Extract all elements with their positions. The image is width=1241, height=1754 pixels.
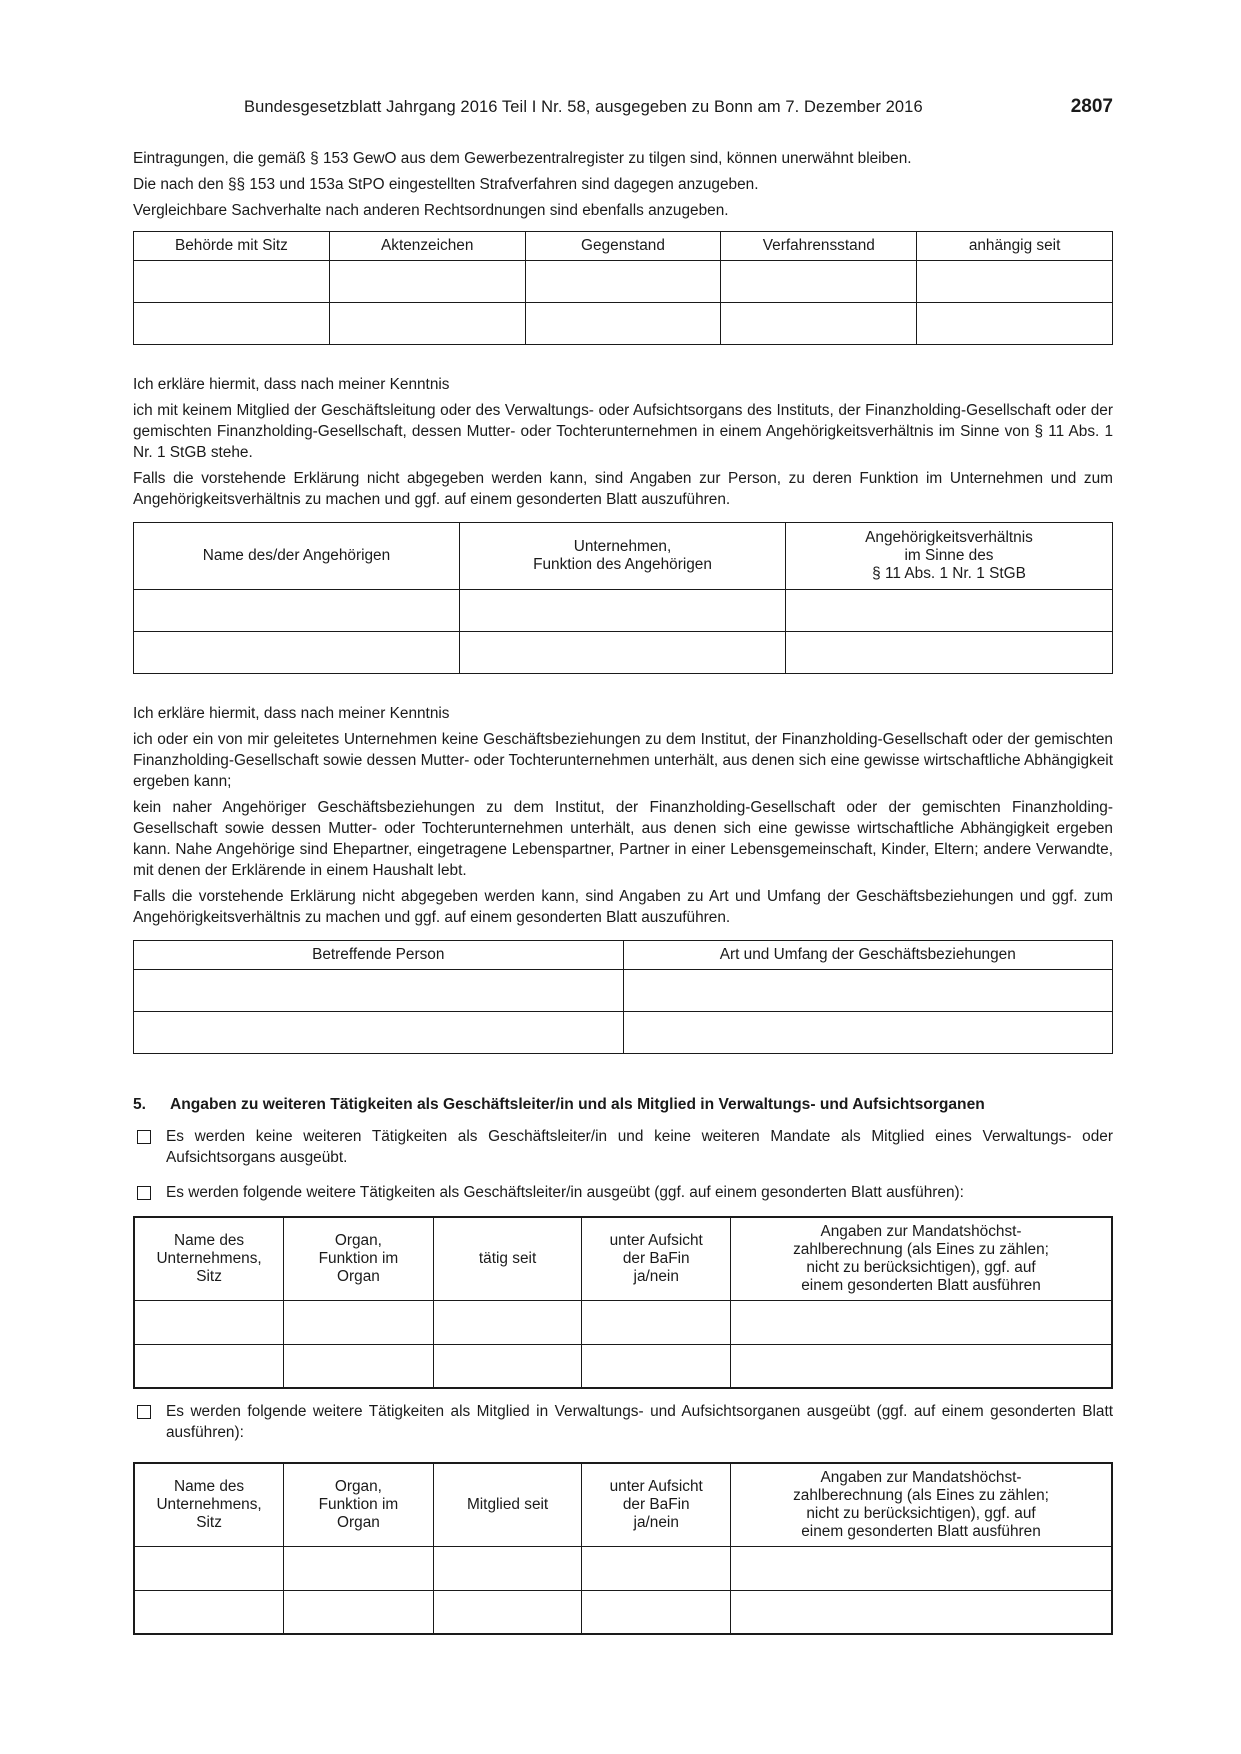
table-cell[interactable]	[134, 261, 330, 303]
table-cell[interactable]	[284, 1590, 434, 1634]
declaration-business	[133, 703, 1113, 928]
table-cell[interactable]	[582, 1300, 731, 1344]
table-cell[interactable]	[582, 1344, 731, 1388]
declaration-body: kein naher Angehöriger Geschäftsbeziehungen zu dem Institut, der Finanzholding-Gesellschaft oder der gemischten Finanzholding-Gesellschaft sowie dessen Mutter- oder Tochterunternehmen unterhält, aus denen sich eine gewisse wirtschaftliche Abhängigkeit ergeben kann. Nahe Angehörige sind Ehepartner, eingetragene Lebenspartner, Partner in einer Lebensgemeinschaft, Kinder, Eltern; andere Verwandte, mit denen der Erklärende in einem Haushalt lebt.	[133, 799, 1113, 879]
table-cell[interactable]	[623, 1012, 1113, 1054]
checkbox[interactable]	[137, 1130, 151, 1144]
table-cell[interactable]	[731, 1300, 1112, 1344]
option-board-activities	[133, 1401, 1113, 1443]
page-number: 2807	[1070, 96, 1113, 117]
option-manager-activities	[133, 1182, 1113, 1203]
document-page	[133, 98, 1113, 1635]
table-cell[interactable]	[329, 261, 525, 303]
header-title: Bundesgesetzblatt Jahrgang 2016 Teil I Nr. 58, ausgegeben zu Bonn am 7. Dezember 2016	[244, 98, 923, 116]
table-cell[interactable]	[786, 632, 1113, 674]
section-number: 5.	[133, 1096, 147, 1113]
declaration-fallback: Falls die vorstehende Erklärung nicht abgegeben werden kann, sind Angaben zu Art und Umfang der Geschäftsbeziehungen und ggf. zum Angehörigkeitsverhältnis zu machen und ggf. auf einem gesonderten Blatt auszuführen.	[133, 888, 1113, 926]
table-cell[interactable]	[134, 632, 460, 674]
table-header: Name des Unternehmens, Sitz	[134, 1463, 284, 1546]
table-header: Angaben zur Mandatshöchst- zahlberechnung (als Eines zu zählen; nicht zu berücksichtigen), ggf. auf einem gesonderten Blatt ausführen	[731, 1217, 1112, 1300]
table-cell[interactable]	[433, 1590, 582, 1634]
table-cell[interactable]	[525, 261, 721, 303]
table-header: unter Aufsicht der BaFin ja/nein	[582, 1217, 731, 1300]
table-row	[134, 261, 1113, 303]
checkbox-label: Es werden folgende weitere Tätigkeiten als Geschäftsleiter/in ausgeübt (ggf. auf einem gesonderten Blatt ausführen):	[166, 1184, 964, 1201]
intro-text	[133, 148, 1113, 221]
table-cell[interactable]	[433, 1300, 582, 1344]
table-header: Name des Unternehmens, Sitz	[134, 1217, 284, 1300]
table-cell[interactable]	[284, 1546, 434, 1590]
manager-activities-table	[133, 1216, 1113, 1389]
declaration-lead: Ich erkläre hiermit, dass nach meiner Kenntnis	[133, 705, 450, 722]
section-title: Angaben zu weiteren Tätigkeiten als Geschäftsleiter/in und als Mitglied in Verwaltungs- und Aufsichtsorganen	[170, 1096, 985, 1113]
table-row	[134, 1300, 1112, 1344]
table-cell[interactable]	[721, 261, 917, 303]
checkbox[interactable]	[137, 1186, 151, 1200]
table-header: Aktenzeichen	[329, 232, 525, 261]
table-cell[interactable]	[731, 1344, 1112, 1388]
option-no-activities	[133, 1126, 1113, 1168]
table-cell[interactable]	[284, 1300, 434, 1344]
table-cell[interactable]	[134, 1546, 284, 1590]
table-cell[interactable]	[582, 1590, 731, 1634]
declaration-fallback: Falls die vorstehende Erklärung nicht abgegeben werden kann, sind Angaben zur Person, zu deren Funktion im Unternehmen und zum Angehörigkeitsverhältnis zu machen und ggf. auf einem gesonderten Blatt auszuführen.	[133, 470, 1113, 508]
table-header: Behörde mit Sitz	[134, 232, 330, 261]
table-row	[134, 1344, 1112, 1388]
table-cell[interactable]	[134, 303, 330, 345]
table-header: anhängig seit	[917, 232, 1113, 261]
declaration-lead: Ich erkläre hiermit, dass nach meiner Kenntnis	[133, 376, 450, 393]
table-cell[interactable]	[134, 970, 624, 1012]
checkbox-label: Es werden keine weiteren Tätigkeiten als Geschäftsleiter/in und keine weiteren Mandate als Mitglied eines Verwaltungs- oder Aufsichtsorgans ausgeübt.	[166, 1128, 1113, 1166]
table-cell[interactable]	[134, 590, 460, 632]
table-cell[interactable]	[329, 303, 525, 345]
declaration-relatives	[133, 374, 1113, 510]
table-cell[interactable]	[433, 1546, 582, 1590]
table-header: Mitglied seit	[433, 1463, 582, 1546]
table-cell[interactable]	[582, 1546, 731, 1590]
table-cell[interactable]	[623, 970, 1113, 1012]
table-cell[interactable]	[786, 590, 1113, 632]
intro-line-1: Eintragungen, die gemäß § 153 GewO aus dem Gewerbezentralregister zu tilgen sind, können unerwähnt bleiben.	[133, 150, 912, 167]
table-header: Verfahrensstand	[721, 232, 917, 261]
table-row	[134, 1546, 1112, 1590]
checkbox[interactable]	[137, 1405, 151, 1419]
table-header: unter Aufsicht der BaFin ja/nein	[582, 1463, 731, 1546]
table-cell[interactable]	[433, 1344, 582, 1388]
table-row	[134, 590, 1113, 632]
table-header: Gegenstand	[525, 232, 721, 261]
table-header: Organ, Funktion im Organ	[284, 1463, 434, 1546]
table-cell[interactable]	[917, 261, 1113, 303]
table-cell[interactable]	[731, 1590, 1112, 1634]
board-activities-table	[133, 1462, 1113, 1635]
section-heading	[133, 1096, 1113, 1114]
table-header: Organ, Funktion im Organ	[284, 1217, 434, 1300]
declaration-body: ich mit keinem Mitglied der Geschäftsleitung oder des Verwaltungs- oder Aufsichtsorgans des Instituts, der Finanzholding-Gesellschaft oder der gemischten Finanzholding-Gesellschaft, dessen Mutter- oder Tochterunternehmen in einem Angehörigkeitsverhältnis im Sinne von § 11 Abs. 1 Nr. 1 StGB stehe.	[133, 402, 1113, 461]
table-cell[interactable]	[721, 303, 917, 345]
table-row	[134, 303, 1113, 345]
table-header: Angehörigkeitsverhältnis im Sinne des § 11 Abs. 1 Nr. 1 StGB	[786, 523, 1113, 590]
intro-line-3: Vergleichbare Sachverhalte nach anderen Rechtsordnungen sind ebenfalls anzugeben.	[133, 202, 729, 219]
table-row	[134, 970, 1113, 1012]
table-header: Unternehmen, Funktion des Angehörigen	[460, 523, 786, 590]
table-cell[interactable]	[460, 590, 786, 632]
table-header: Angaben zur Mandatshöchst- zahlberechnung (als Eines zu zählen; nicht zu berücksichtigen), ggf. auf einem gesonderten Blatt ausführen	[731, 1463, 1112, 1546]
table-header: Betreffende Person	[134, 941, 624, 970]
table-cell[interactable]	[460, 632, 786, 674]
table-cell[interactable]	[134, 1012, 624, 1054]
checkbox-label: Es werden folgende weitere Tätigkeiten als Mitglied in Verwaltungs- und Aufsichtsorganen ausgeübt (ggf. auf einem gesonderten Blatt ausführen):	[166, 1403, 1113, 1441]
table-cell[interactable]	[134, 1590, 284, 1634]
table-header: tätig seit	[433, 1217, 582, 1300]
table-cell[interactable]	[525, 303, 721, 345]
table-cell[interactable]	[917, 303, 1113, 345]
table-cell[interactable]	[284, 1344, 434, 1388]
intro-line-2: Die nach den §§ 153 und 153a StPO eingestellten Strafverfahren sind dagegen anzugeben.	[133, 176, 759, 193]
table-header: Art und Umfang der Geschäftsbeziehungen	[623, 941, 1113, 970]
page-header	[133, 98, 1113, 126]
table-header: Name des/der Angehörigen	[134, 523, 460, 590]
table-cell[interactable]	[134, 1300, 284, 1344]
table-row	[134, 1590, 1112, 1634]
table-row	[134, 632, 1113, 674]
declaration-body: ich oder ein von mir geleitetes Unternehmen keine Geschäftsbeziehungen zu dem Institut, der Finanzholding-Gesellschaft oder der gemischten Finanzholding-Gesellschaft sowie dessen Mutter- oder Tochterunternehmen unterhält, aus denen sich eine gewisse wirtschaftliche Abhängigkeit ergeben kann;	[133, 731, 1113, 790]
table-cell[interactable]	[731, 1546, 1112, 1590]
relatives-table	[133, 522, 1113, 674]
proceedings-table	[133, 231, 1113, 345]
table-cell[interactable]	[134, 1344, 284, 1388]
table-row	[134, 1012, 1113, 1054]
business-relations-table	[133, 940, 1113, 1054]
